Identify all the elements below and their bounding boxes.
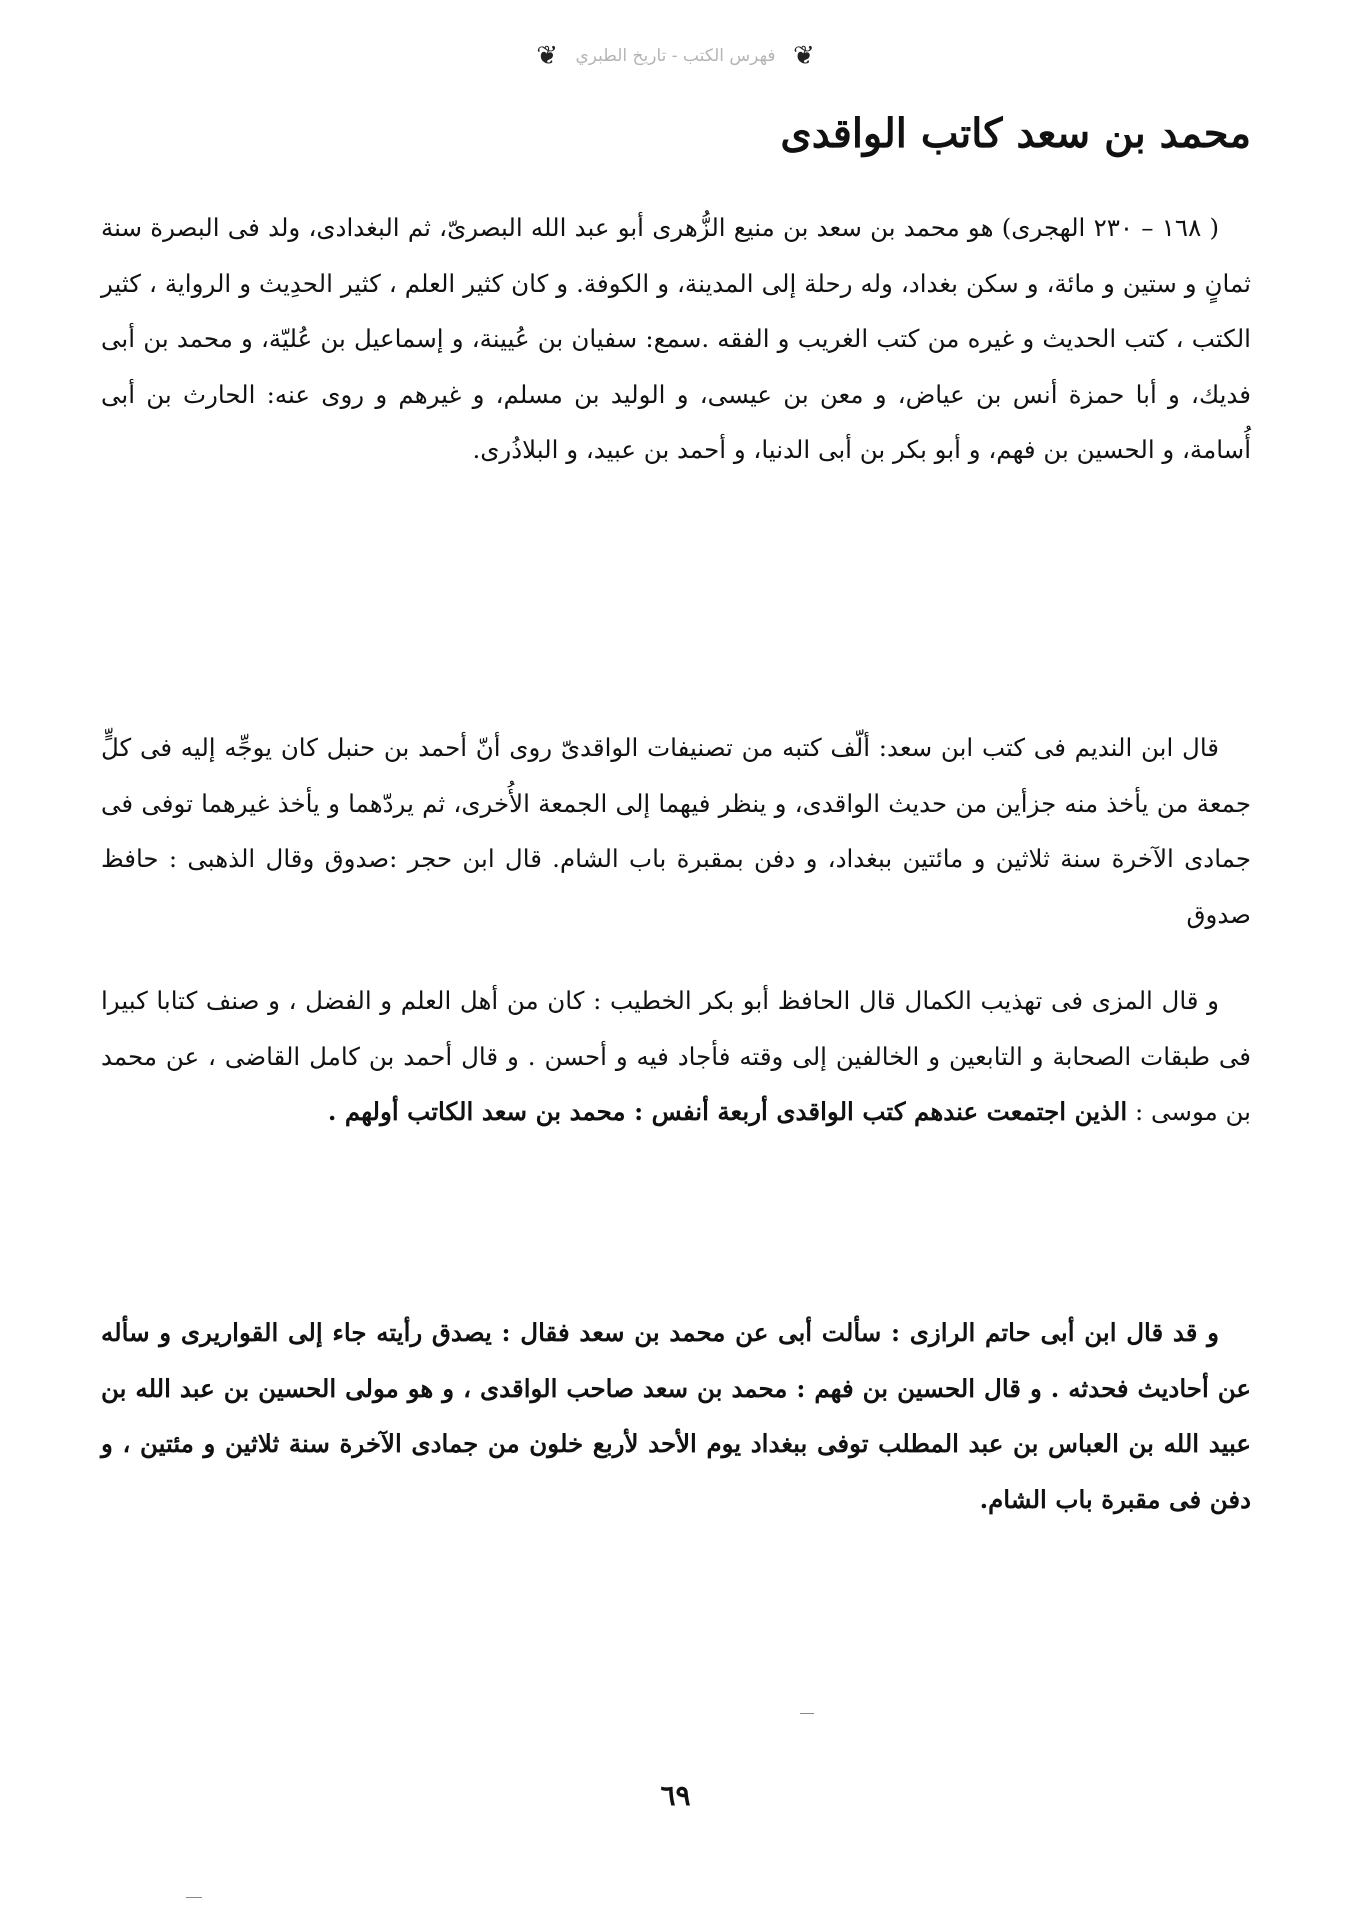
ornament-right-icon: ❦: [792, 40, 815, 71]
ornament-left-icon: ❦: [536, 40, 559, 71]
paragraph-mizzi: [101, 973, 1251, 1140]
paragraph-abu-hatim: [101, 1305, 1251, 1527]
paragraph-biography: [101, 200, 1251, 478]
paragraph-biography-text: ( ١٦٨ – ٢٣٠ الهجرى) هو محمد بن سعد بن منيع الزُّهرى أبو عبد الله البصرىّ، ثم البغدادى، ولد فى البصرة سنة ثمانٍ و ستين و مائة، و سكن بغداد، وله رحلة إلى المدينة، و الكوفة. و كان كثير العلم ، كثير الحدِيث و الرواية ، كثير الكتب ، كتب الحديث و غيره من كتب الغريب و الفقه .سمع: سفيان بن عُيينة، و إسماعيل بن عُليّة، و محمد بن أبى فديك، و أبا حمزة أنس بن عياض، و معن بن عيسى، و الوليد بن مسلم، و غيرهم و روى عنه: الحارث بن أبى أُسامة، و الحسين بن فهم، و أبو بكر بن أبى الدنيا، و أحمد بن عبيد، و البلاذُرى.: [101, 213, 1251, 464]
scan-speck: [186, 1897, 202, 1898]
scan-speck: [800, 1713, 814, 1714]
paragraph-ibn-nadim-text: قال ابن النديم فى كتب ابن سعد: ألّف كتبه من تصنيفات الواقدىّ روى أنّ أحمد بن حنبل كان يوجِّه إليه فى كلٍّ جمعة من يأخذ منه جزأين من حديث الواقدى، و ينظر فيهما إلى الجمعة الأُخرى، ثم يردّهما و يأخذ غيرهما توفى فى جمادى الآخرة سنة ثلاثين و مائتين ببغداد، و دفن بمقبرة باب الشام. قال ابن حجر :صدوق وقال الذهبى : حافظ صدوق: [101, 733, 1251, 929]
paragraph-mizzi-bold-text: الذين اجتمعت عندهم كتب الواقدى أربعة أنفس : محمد بن سعد الكاتب أولهم .: [327, 1097, 1128, 1126]
running-header-text: فهرس الكتب - تاريخ الطبري: [575, 45, 776, 66]
paragraph-mizzi-text: و قال المزى فى تهذيب الكمال قال الحافظ أبو بكر الخطيب : كان من أهل العلم و الفضل ، و صنف كتابا كبيرا فى طبقات الصحابة و التابعين و الخالفين إلى وقته فأجاد فيه و أحسن . و قال أحمد بن كامل القاضى ، عن محمد بن موسى :: [101, 986, 1251, 1126]
page-title: محمد بن سعد كاتب الواقدى: [780, 110, 1251, 157]
page-number: ٦٩: [660, 1779, 691, 1812]
running-header: [0, 40, 1351, 71]
paragraph-ibn-nadim: [101, 720, 1251, 942]
paragraph-abu-hatim-text: و قد قال ابن أبى حاتم الرازى : سألت أبى عن محمد بن سعد فقال : يصدق رأيته جاء إلى القواريرى و سأله عن أحاديث فحدثه . و قال الحسين بن فهم : محمد بن سعد صاحب الواقدى ، و هو مولى الحسين بن عبد الله بن عبيد الله بن العباس بن عبد المطلب توفى ببغداد يوم الأحد لأربع خلون من جمادى الآخرة سنة ثلاثين و مئتين ، و دفن فى مقبرة باب الشام.: [101, 1318, 1251, 1514]
